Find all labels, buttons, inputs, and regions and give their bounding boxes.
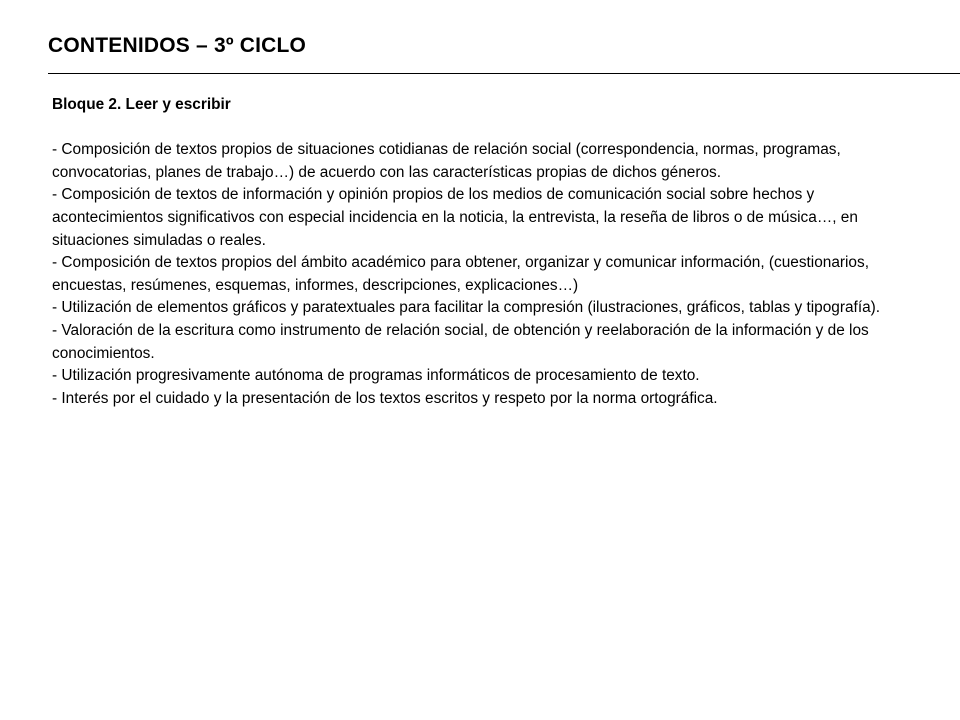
content-body — [52, 94, 922, 410]
slide-title: CONTENIDOS – 3º CICLO — [48, 34, 307, 57]
content-item: - Valoración de la escritura como instrumento de relación social, de obtención y reelaboración de la información y de los conocimientos. — [52, 321, 869, 362]
content-item: - Composición de textos de información y opinión propios de los medios de comunicación social sobre hechos y acontecimientos significativos con especial incidencia en la noticia, la entrevista, la reseña de libros o de música…, en situaciones simuladas o reales. — [52, 186, 858, 249]
block-heading: Bloque 2. Leer y escribir — [52, 96, 231, 113]
title-divider — [48, 73, 960, 74]
content-item: - Composición de textos propios del ámbito académico para obtener, organizar y comunicar información, (cuestionarios, encuestas, resúmenes, esquemas, informes, descripciones, explicaciones…) — [52, 254, 869, 294]
content-item: - Composición de textos propios de situaciones cotidianas de relación social (correspondencia, normas, programas, convocatorias, planes de trabajo…) de acuerdo con las características propias de dichos géneros. — [52, 141, 841, 181]
content-item: - Utilización de elementos gráficos y paratextuales para facilitar la compresión (ilustraciones, gráficos, tablas y tipografía). — [52, 299, 881, 317]
content-item: - Utilización progresivamente autónoma de programas informáticos de procesamiento de texto. — [52, 367, 700, 385]
content-item: - Interés por el cuidado y la presentación de los textos escritos y respeto por la norma ortográfica. — [52, 389, 718, 407]
